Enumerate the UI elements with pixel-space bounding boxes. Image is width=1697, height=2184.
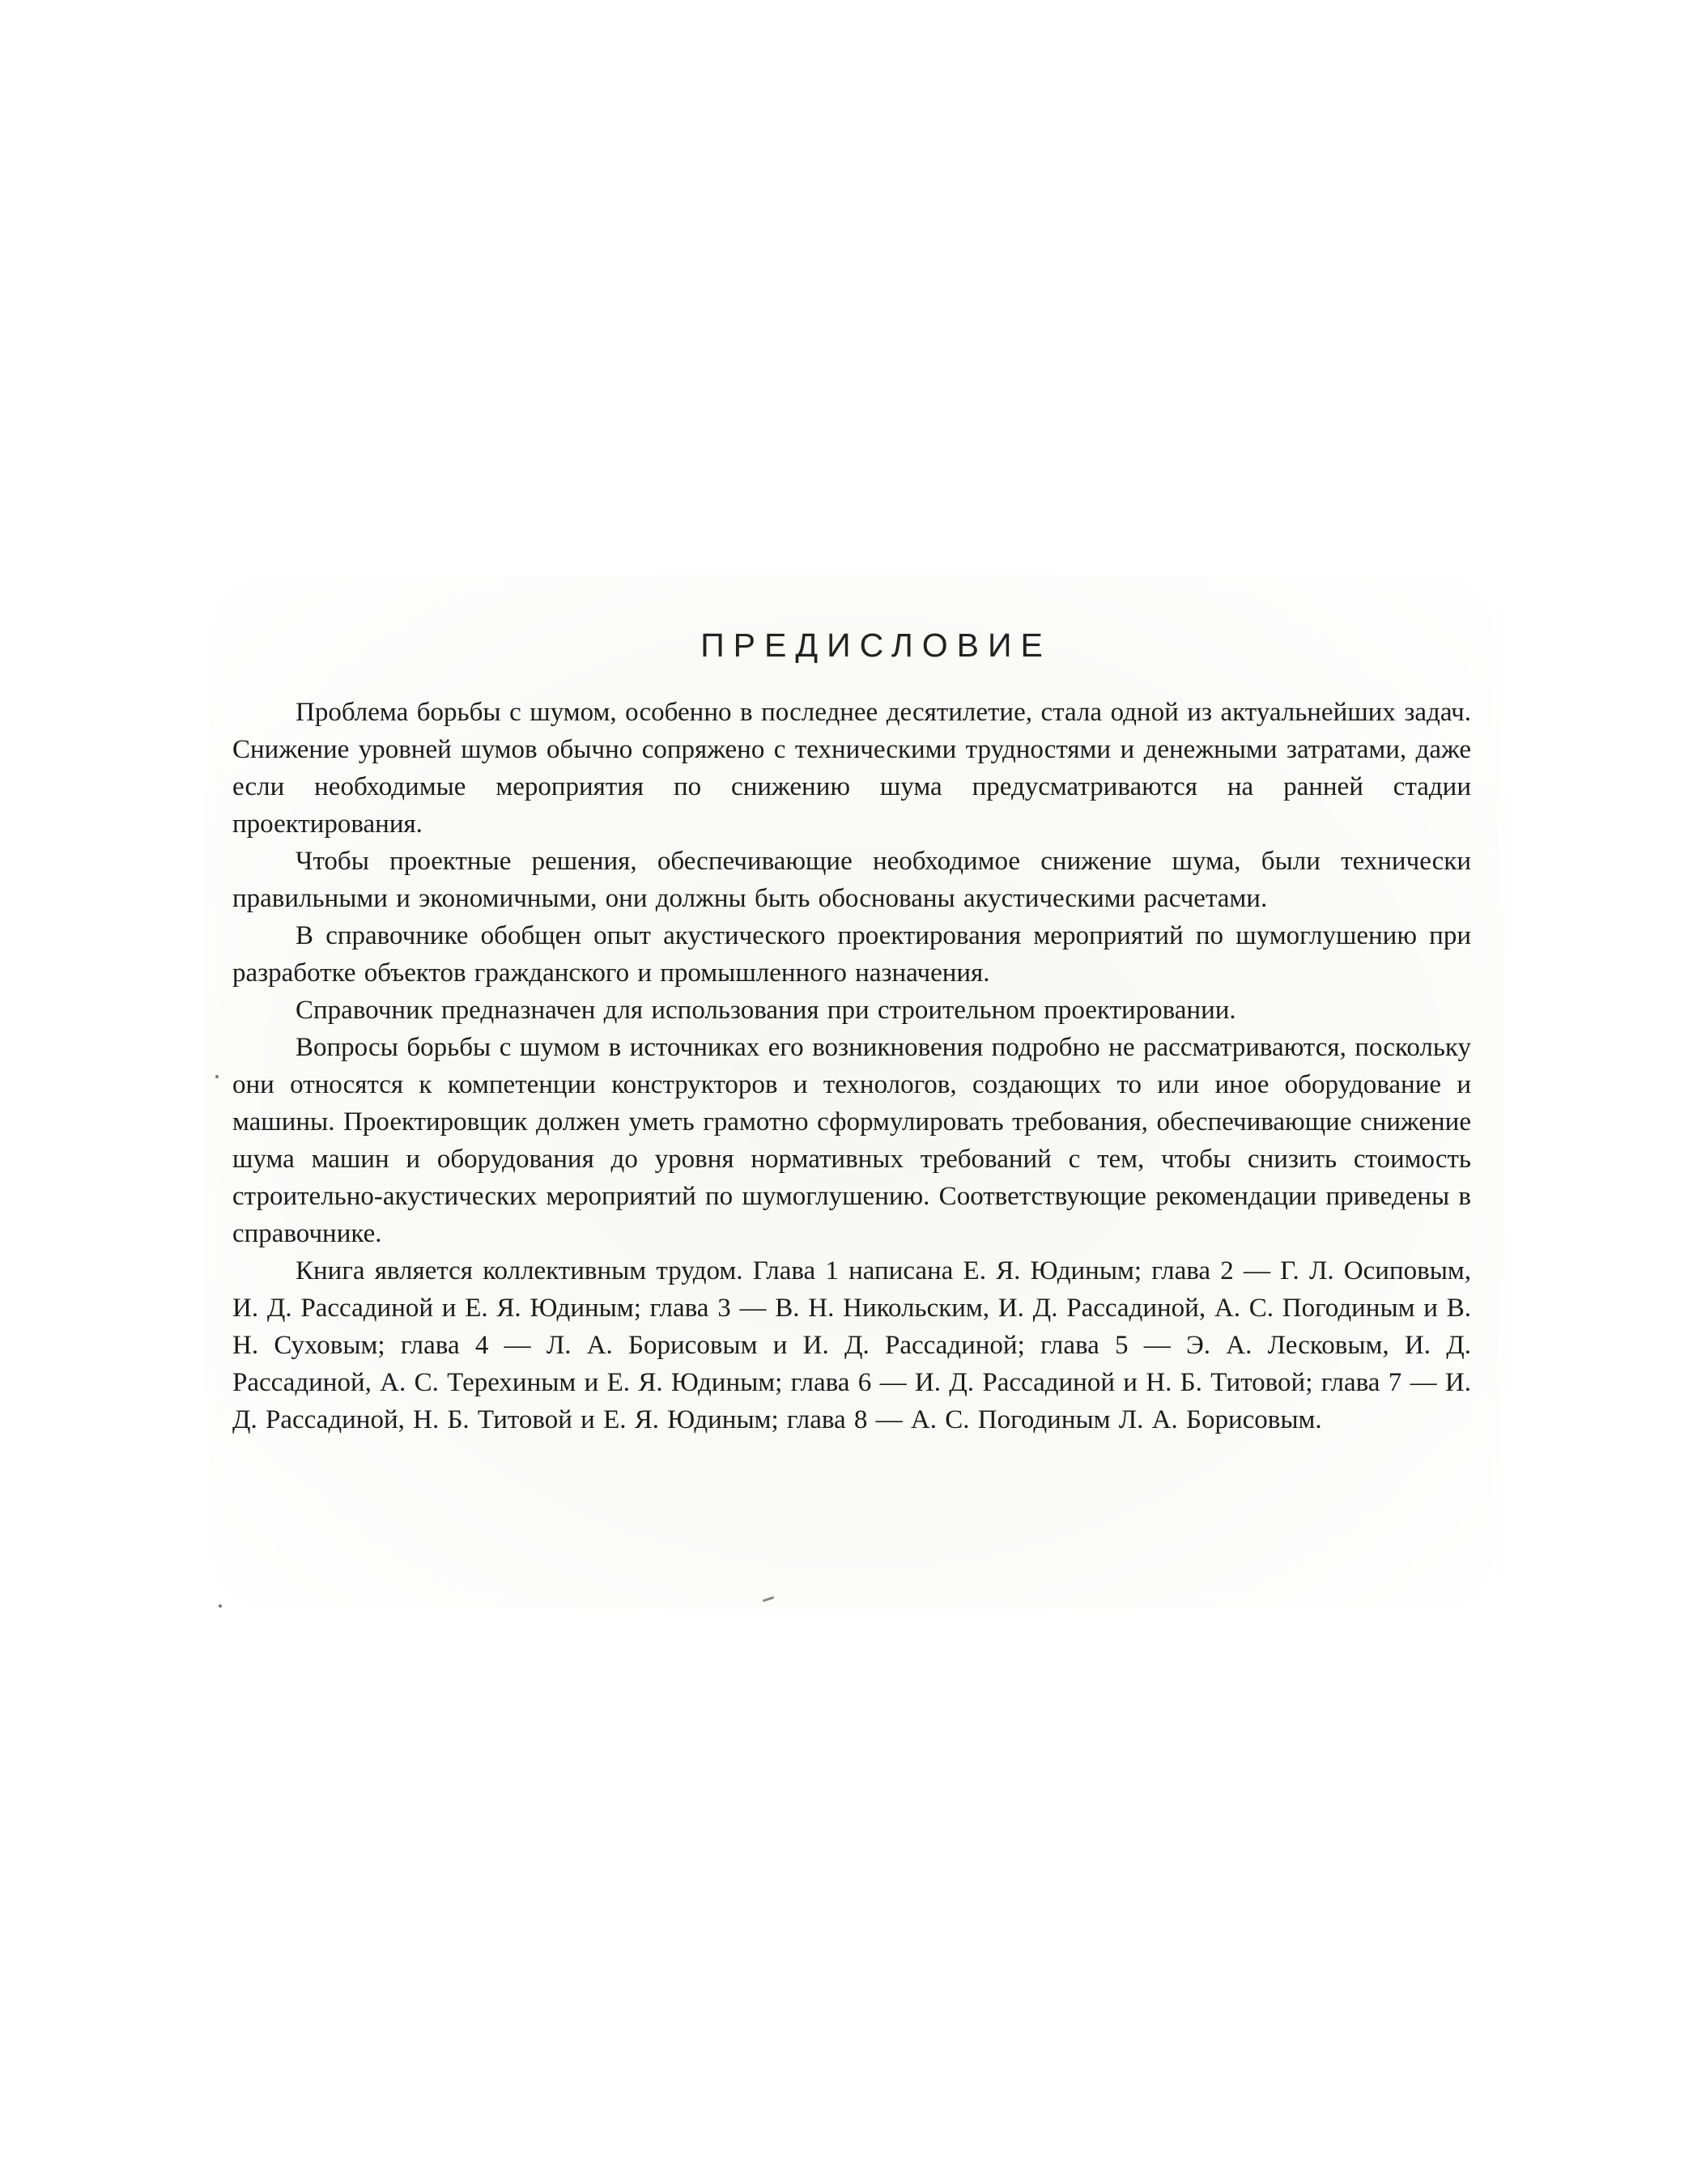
paragraph: Книга является коллективным трудом. Глава 1 написана Е. Я. Юдиным; глава 2 — Г. Л. Осиповым, И. Д. Рассадиной и Е. Я. Юдиным; глава 3 — В. Н. Никольским, И. Д. Рассадиной, А. С. Погодиным и В. Н. Суховым; глава 4 — Л. А. Борисовым и И. Д. Рассадиной; глава 5 — Э. А. Лесковым, И. Д. Рассадиной, А. С. Терехиным и Е. Я. Юдиным; глава 6 — И. Д. Рассадиной и Н. Б. Титовой; глава 7 — И. Д. Рассадиной, Н. Б. Титовой и Е. Я. Юдиным; глава 8 — А. С. Погодиным Л. А. Борисовым. <box>232 1256 1471 1434</box>
paragraph: Чтобы проектные решения, обеспечивающие необходимое снижение шума, были технически правильными и экономичными, они должны быть обоснованы акустическими расчетами. <box>232 847 1471 913</box>
scan-speck <box>219 1604 222 1608</box>
page-title: ПРЕДИСЛОВИЕ <box>700 627 1052 664</box>
preface-text-block <box>232 609 1471 1438</box>
paragraph: Проблема борьбы с шумом, особенно в последнее десятилетие, стала одной из актуальнейших задач. Снижение уровней шумов обычно сопряжено с техническими трудностями и денежными затратами, даже если необходимые мероприятия по снижению шума предусматриваются на ранней стадии проектирования. <box>232 698 1471 839</box>
paragraph: В справочнике обобщен опыт акустического проектирования мероприятий по шумоглушению при разработке объектов гражданского и промышленного назначения. <box>232 921 1471 988</box>
paragraph: Справочник предназначен для использования при строительном проектировании. <box>296 996 1236 1025</box>
paragraph: Вопросы борьбы с шумом в источниках его возникновения подробно не рассматриваются, поскольку они относятся к компетенции конструкторов и технологов, создающих то или иное оборудование и машины. Проектировщик должен уметь грамотно сформулировать требования, обеспечивающие снижение шума машин и оборудования до уровня нормативных требований с тем, чтобы снизить стоимость строительно-акустических мероприятий по шумоглушению. Соответствующие рекомендации приведены в справочнике. <box>232 1033 1471 1248</box>
scan-speck <box>215 1075 219 1078</box>
